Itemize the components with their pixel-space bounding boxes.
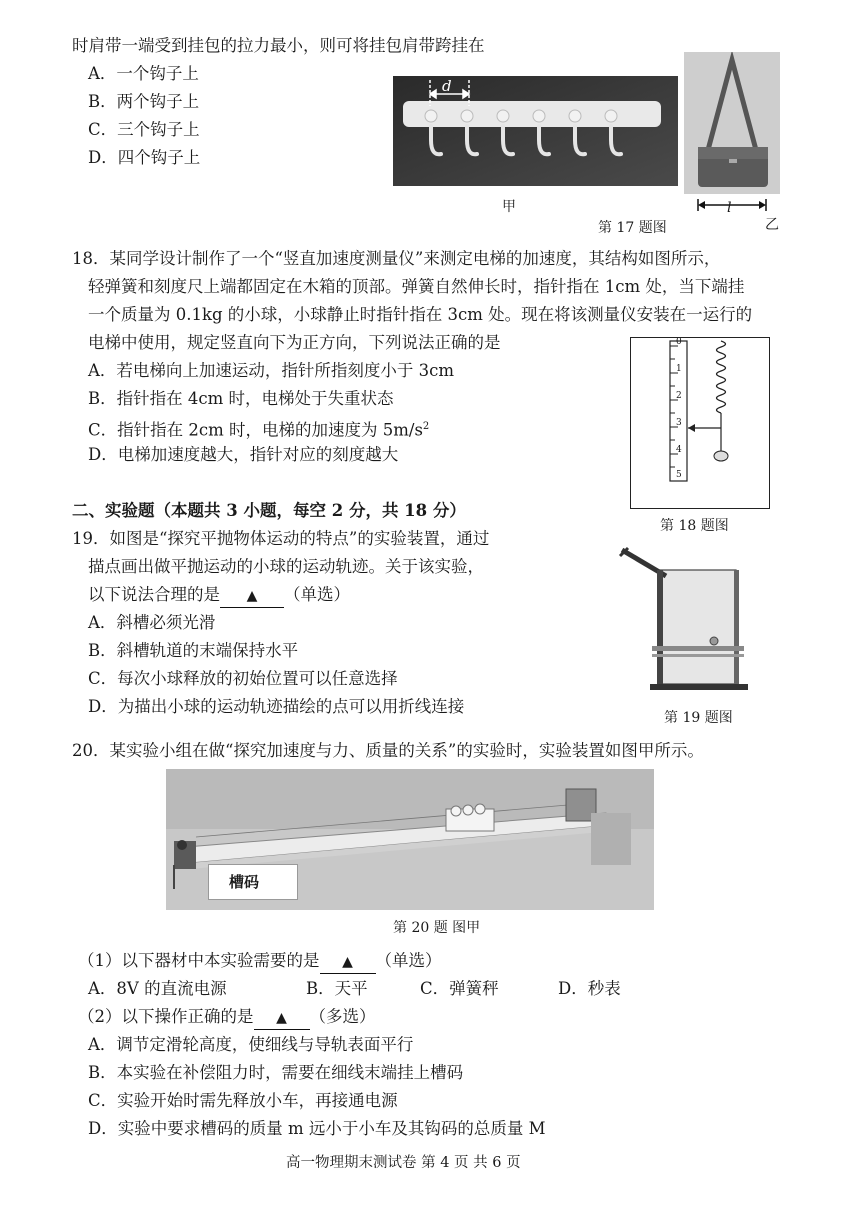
q20-sub1-answer-blank[interactable]: ▲	[320, 951, 376, 974]
q17-figure-hook-rack	[393, 76, 678, 186]
q19-figure-projectile-apparatus	[614, 542, 764, 694]
q17-caption: 第 17 题图	[598, 220, 667, 236]
q20-sub1-option-d: D．秒表	[558, 979, 621, 998]
q17-option-a: A．一个钩子上	[88, 64, 199, 83]
q17-tail-text: 时肩带一端受到挂包的拉力最小，则可将挂包肩带跨挂在	[72, 36, 485, 55]
q19-option-c: C．每次小球释放的初始位置可以任意选择	[88, 669, 398, 688]
q19-line-2: 描点画出做平抛运动的小球的运动轨迹。关于该实验，	[88, 557, 484, 576]
q18-line-3: 一个质量为 0.1kg 的小球，小球静止时指针指在 3cm 处。现在将该测量仪安装在一运行的	[88, 305, 753, 324]
q19-option-b: B．斜槽轨道的末端保持水平	[88, 641, 299, 660]
q17-option-d: D．四个钩子上	[88, 148, 201, 167]
q18-line-1: 18．某同学设计制作了一个“竖直加速度测量仪”来测定电梯的加速度，其结构如图所示，	[72, 249, 721, 268]
q19-option-a: A．斜槽必须光滑	[88, 613, 216, 632]
q18-figure-accelerometer	[630, 337, 770, 509]
q19-option-d: D．为描出小球的运动轨迹描绘的点可以用折线连接	[88, 697, 465, 716]
q18-option-d: D．电梯加速度越大，指针对应的刻度越大	[88, 445, 399, 464]
q19-caption: 第 19 题图	[664, 710, 733, 726]
q18-ruler-tick-2: 2	[676, 391, 682, 401]
q17-figure-bag	[684, 52, 780, 194]
q20-sub2-option-b: B．本实验在补偿阻力时，需要在细线末端挂上槽码	[88, 1063, 464, 1082]
q17-fig-l-arrow	[697, 196, 767, 208]
q20-sub2-option-a: A．调节定滑轮高度，使细线与导轨表面平行	[88, 1035, 414, 1054]
q17-fig-jia-label: 甲	[502, 199, 516, 215]
q17-fig-l-label: l	[727, 200, 732, 216]
q18-option-c: C．指针指在 2cm 时，电梯的加速度为 $5m/s^2$	[88, 420, 430, 440]
section2-title: 二、实验题（本题共 3 小题，每空 2 分，共 18 分）	[72, 501, 466, 520]
q18-line-2: 轻弹簧和刻度尺上端都固定在木箱的顶部。弹簧自然伸长时，指针指在 1cm 处，当下端挂	[88, 277, 745, 296]
q17-option-c: C．三个钩子上	[88, 120, 200, 139]
q20-sub1-stem: （1）以下器材中本实验需要的是 ▲ （单选）	[78, 950, 442, 974]
q20-sub2-option-d: D．实验中要求槽码的质量 m 远小于小车及其钩码的总质量 M	[88, 1119, 546, 1138]
q20-caption: 第 20 题 图甲	[393, 920, 481, 936]
q20-sub1-option-c: C．弹簧秤	[420, 979, 499, 998]
q17-fig-d-label: d	[442, 77, 452, 95]
q20-sub1-option-b: B．天平	[306, 979, 368, 998]
page-footer: 高一物理期末测试卷 第 4 页 共 6 页	[286, 1155, 521, 1171]
q20-sub1-option-a: A．8V 的直流电源	[88, 979, 227, 998]
q18-ruler-tick-1: 1	[676, 364, 682, 374]
q20-sub2-stem: （2）以下操作正确的是 ▲ （多选）	[78, 1006, 376, 1030]
q19-answer-blank[interactable]: ▲	[220, 585, 284, 608]
q18-ruler-tick-0: 0	[676, 337, 682, 347]
q20-intro: 20．某实验小组在做“探究加速度与力、质量的关系”的实验时，实验装置如图甲所示。	[72, 741, 704, 760]
q18-line-4: 电梯中使用，规定竖直向下为正方向，下列说法正确的是	[88, 333, 501, 352]
q20-sub2-option-c: C．实验开始时需先释放小车，再接通电源	[88, 1091, 398, 1110]
q17-option-b: B．两个钩子上	[88, 92, 200, 111]
q18-option-a: A．若电梯向上加速运动，指针所指刻度小于 3cm	[88, 361, 455, 380]
q18-ruler-tick-4: 4	[676, 445, 682, 455]
q18-ruler-tick-3: 3	[676, 418, 682, 428]
q18-option-b: B．指针指在 4cm 时，电梯处于失重状态	[88, 389, 394, 408]
q19-line-3: 以下说法合理的是 ▲ （单选）	[88, 584, 350, 608]
q17-fig-yi-label: 乙	[765, 217, 779, 233]
q20-photo-label-weight: 槽码	[208, 864, 298, 900]
q19-line-1: 19．如图是“探究平抛物体运动的特点”的实验装置，通过	[72, 529, 490, 548]
q18-caption: 第 18 题图	[660, 518, 729, 534]
q18-ruler-tick-5: 5	[676, 470, 682, 480]
q20-figure-cart-track-photo	[166, 769, 654, 910]
q20-sub2-answer-blank[interactable]: ▲	[254, 1007, 310, 1030]
